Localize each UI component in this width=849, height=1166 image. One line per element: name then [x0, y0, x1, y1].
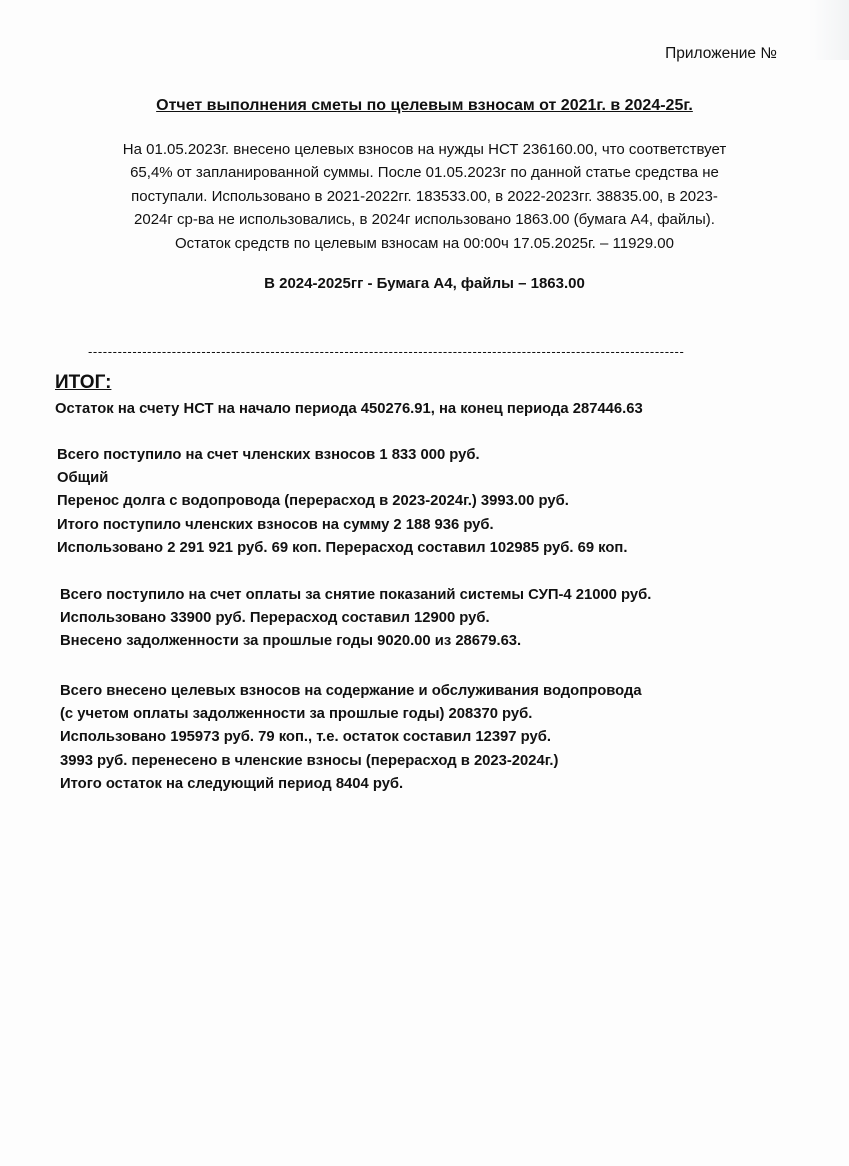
document-title — [0, 97, 849, 115]
appendix-label: Приложение № — [665, 45, 777, 62]
account-balance-block — [55, 398, 643, 421]
intro-line: поступали. Использовано в 2021-2022гг. 183533.00, в 2022-2023гг. 38835.00, в 2023- — [131, 187, 718, 205]
intro-line: 2024г ср-ва не использовались, в 2024г использовано 1863.00 (бумага А4, файлы). — [134, 211, 715, 229]
intro-line: Остаток средств по целевым взносам на 00:00ч 17.05.2025г. – 11929.00 — [175, 234, 674, 252]
meter-line: Всего поступило на счет оплаты за снятие показаний системы СУП-4 21000 руб. — [60, 587, 652, 603]
intro-paragraph — [40, 138, 809, 255]
membership-fees-block — [57, 444, 627, 560]
membership-line: Всего поступило на счет членских взносов 1 833 000 руб. — [57, 447, 480, 463]
meter-line: Использовано 33900 руб. Перерасход составил 12900 руб. — [60, 610, 490, 627]
water-line: Итого остаток на следующий период 8404 руб. — [60, 775, 404, 792]
meter-reading-block — [60, 584, 651, 654]
document-title-text: Отчет выполнения сметы по целевым взносам от 2021г. в 2024-25г. — [156, 97, 693, 114]
scan-edge-shadow — [809, 0, 849, 60]
water-line: Использовано 195973 руб. 79 коп., т.е. остаток составил 12397 руб. — [60, 729, 551, 746]
intro-line: 65,4% от запланированной суммы. После 01.05.2023г по данной статье средства не — [130, 164, 719, 182]
membership-line: Итого поступило членских взносов на сумму 2 188 936 руб. — [57, 516, 494, 533]
dashed-separator: ------------------------------------------------------------------------------------------------------------------------- — [88, 344, 685, 359]
water-supply-block — [60, 680, 642, 796]
subtotal-line: В 2024-2025гг - Бумага А4, файлы – 1863.00 — [264, 275, 585, 292]
account-balance-line: Остаток на счету НСТ на начало периода 450276.91, на конец периода 287446.63 — [55, 401, 643, 417]
membership-line: Использовано 2 291 921 руб. 69 коп. Перерасход составил 102985 руб. 69 коп. — [57, 539, 628, 556]
summary-heading: ИТОГ: — [55, 372, 112, 393]
water-line: 3993 руб. перенесено в членские взносы (перерасход в 2023-2024г.) — [60, 752, 559, 769]
membership-line: Общий — [57, 470, 109, 487]
water-line: Всего внесено целевых взносов на содержание и обслуживания водопровода — [60, 683, 642, 699]
membership-line: Перенос долга с водопровода (перерасход в 2023-2024г.) 3993.00 руб. — [57, 493, 569, 510]
intro-line: На 01.05.2023г. внесено целевых взносов на нужды НСТ 236160.00, что соответствует — [122, 141, 727, 158]
water-line: (с учетом оплаты задолженности за прошлые годы) 208370 руб. — [60, 706, 533, 723]
meter-line: Внесено задолженности за прошлые годы 9020.00 из 28679.63. — [60, 633, 522, 650]
